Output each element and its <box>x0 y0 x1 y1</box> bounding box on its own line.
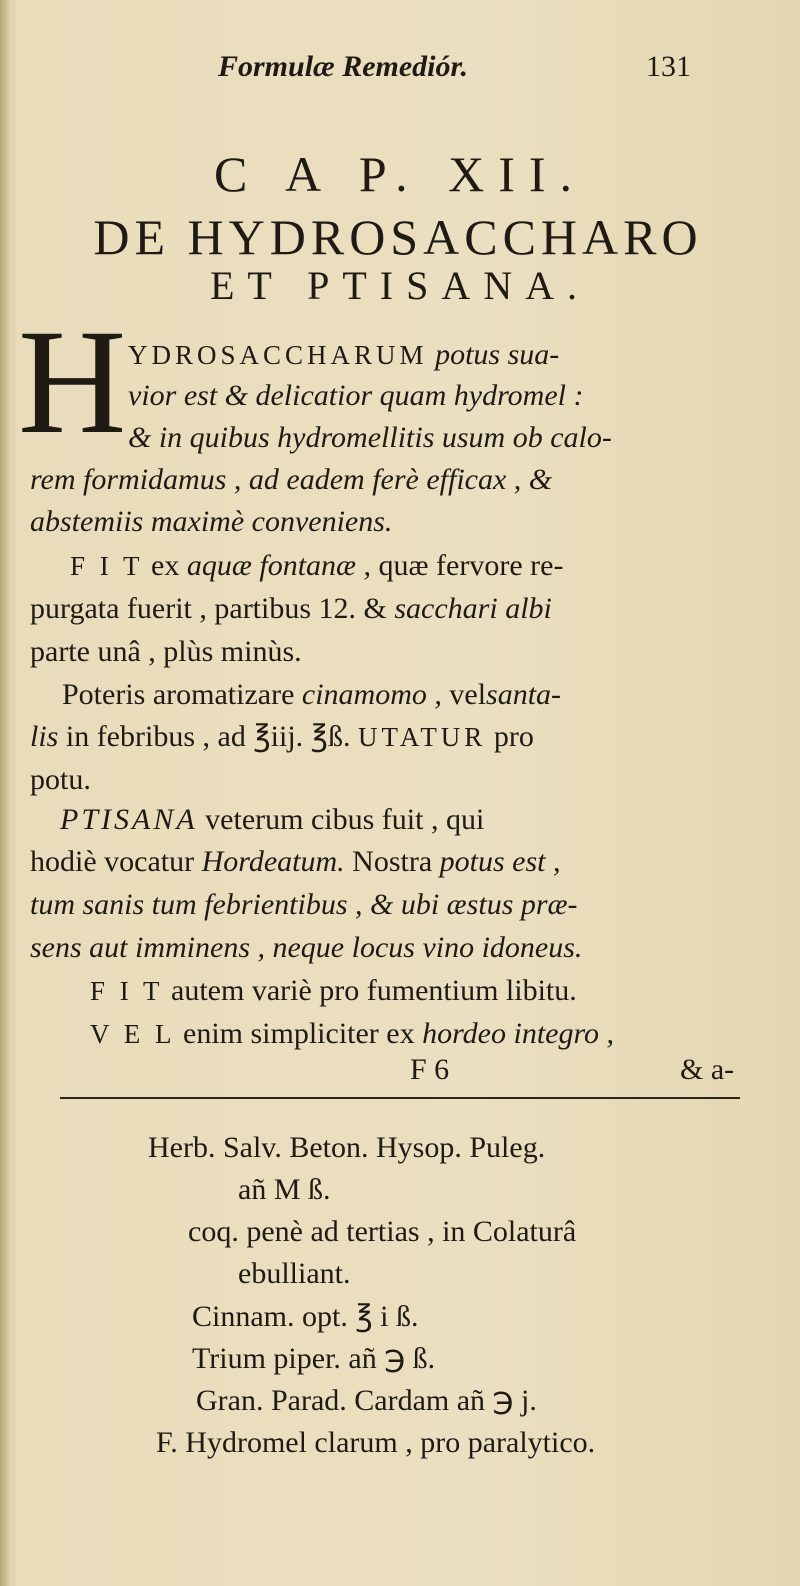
text-line: lis in febribus , ad ℥iij. ℥ß. UTATUR pro <box>30 720 534 753</box>
chapter-title-line1: DE HYDROSACCHARO <box>93 209 703 265</box>
recipe-line: Trium piper. añ ℈ ß. <box>192 1342 436 1375</box>
text-line: Poteris aromatizare cinamomo , velsanta- <box>62 678 562 711</box>
recipe-line: Cinnam. opt. ℥ i ß. <box>192 1300 419 1333</box>
text-line: YDROSACCHARUM potus sua- <box>128 338 560 371</box>
recipe-line: añ M ß. <box>238 1173 331 1206</box>
chapter-label: C A P. XII. <box>213 146 587 202</box>
text-line: V E L enim simpliciter ex hordeo integro , <box>90 1017 615 1050</box>
page-number: 131 <box>646 50 691 83</box>
recipe-line: ebulliant. <box>238 1257 351 1290</box>
text-line: potu. <box>30 763 91 796</box>
recipe-line: F. Hydromel clarum , pro paralytico. <box>156 1426 596 1459</box>
text-line: PTISANA veterum cibus fuit , qui <box>60 803 485 836</box>
signature-mark: F 6 <box>410 1053 450 1086</box>
running-title: Formulæ Remediór. <box>218 50 469 83</box>
text-line: vior est & delicatior quam hydromel : <box>128 379 584 412</box>
text-line: F I T autem variè pro fumentium libitu. <box>90 974 577 1007</box>
page-divider <box>60 1097 740 1099</box>
text-line: tum sanis tum febrientibus , & ubi æstus præ- <box>30 888 578 921</box>
text-line: F I T ex aquæ fontanæ , quæ fervore re- <box>70 549 564 582</box>
recipe-line: Gran. Parad. Cardam añ ℈ j. <box>196 1384 537 1417</box>
drop-cap: H <box>18 299 127 465</box>
text-line: purgata fuerit , partibus 12. & sacchari albi <box>30 592 552 625</box>
catchword: & a- <box>680 1053 735 1086</box>
running-head <box>0 50 800 90</box>
text-line: parte unâ , plùs minùs. <box>30 635 302 668</box>
recipe-line: coq. penè ad tertias , in Colaturâ <box>188 1215 577 1248</box>
text-line: hodiè vocatur Hordeatum. Nostra potus est , <box>30 845 561 878</box>
text-line: abstemiis maximè conveniens. <box>30 505 393 538</box>
chapter-title-line2: ET PTISANA. <box>209 263 591 308</box>
recipe-line: Herb. Salv. Beton. Hysop. Puleg. <box>148 1131 546 1164</box>
text-line: & in quibus hydromellitis usum ob calo- <box>128 421 612 454</box>
text-line: rem formidamus , ad eadem ferè efficax , & <box>30 463 553 496</box>
text-line: sens aut imminens , neque locus vino idoneus. <box>30 931 583 964</box>
